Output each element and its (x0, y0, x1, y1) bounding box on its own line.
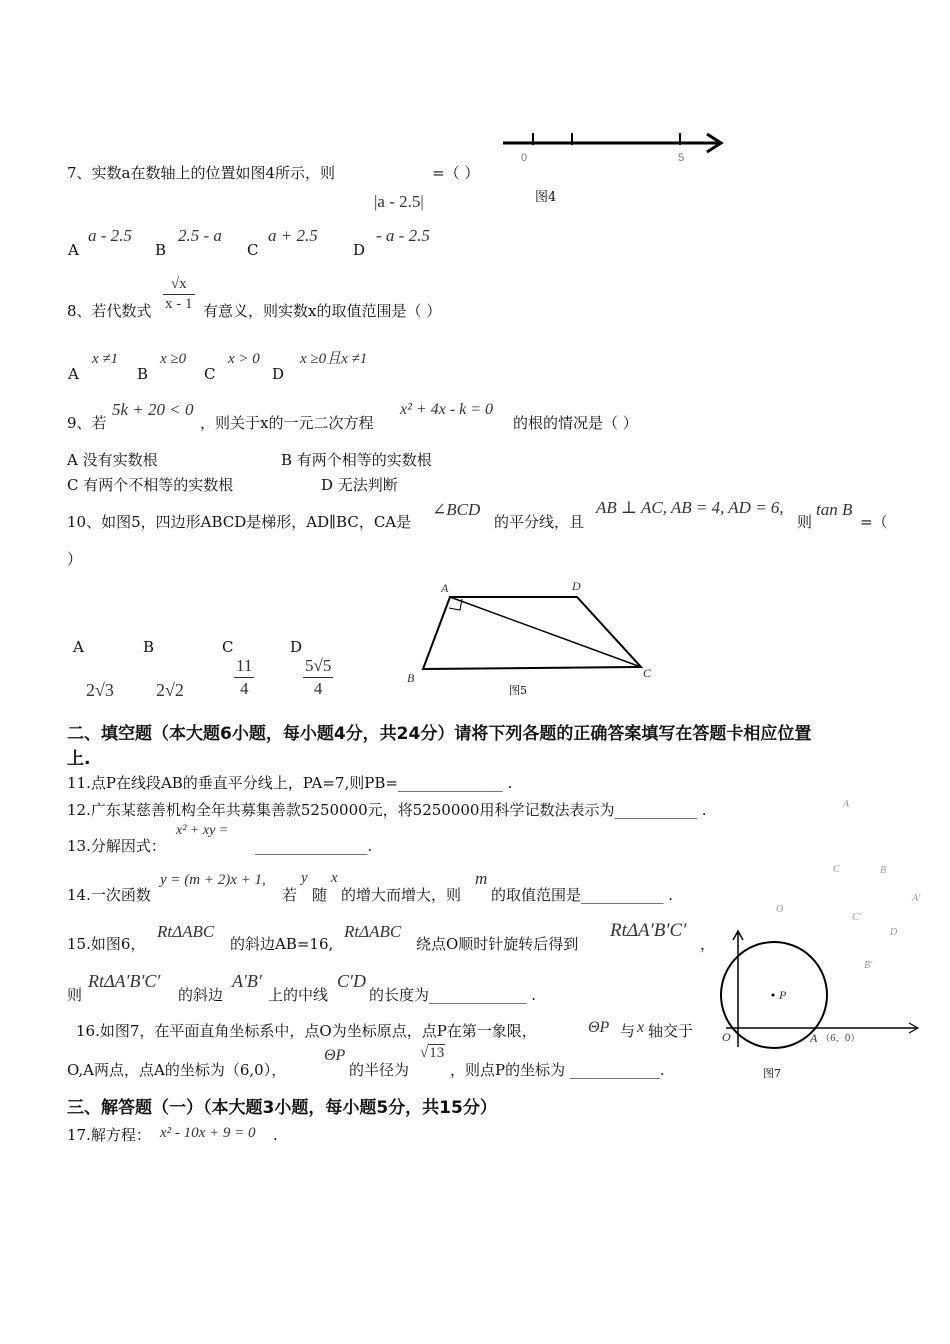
q8-option-b-letter: B (137, 365, 149, 383)
q10-option-c-letter: C (222, 638, 234, 656)
q16-circle2: ΘP (324, 1047, 346, 1064)
q8-option-a: x ≠1 (92, 351, 119, 367)
q16-tail1: 轴交于 (648, 1022, 694, 1040)
fig7-p-label: P (779, 988, 787, 1002)
q9-tail: 的根的情况是（ ） (513, 414, 638, 432)
figure-5-label: 图5 (509, 684, 527, 697)
q13-text: 13.分解因式： (67, 837, 166, 855)
q15-rt4: RtΔA′B′C′ (88, 971, 161, 991)
q11-text: 11.点P在线段AB的垂直平分线上，PA=7,则PB=______________ . (67, 774, 513, 792)
q7-text: 7、实数a在数轴上的位置如图4所示，则 (67, 164, 336, 182)
q8-frac-den: x - 1 (165, 296, 193, 312)
q10-close-paren: ） (67, 550, 83, 568)
q15-text: 15.如图6， (67, 935, 146, 953)
q10-angle: ∠BCD (432, 500, 481, 519)
q15-cd: C′D (337, 971, 366, 991)
figure-7-label: 图7 (763, 1067, 781, 1080)
q13-blank: _______________. (255, 837, 373, 855)
q15-tail: 的长度为_____________ . (369, 986, 537, 1004)
q9-option-c: C 有两个不相等的实数根 (67, 476, 234, 494)
q14-ruo: 若 (282, 886, 298, 904)
q10-text: 10、如图5，四边形ABCD是梯形，AD∥BC，CA是 (67, 513, 412, 531)
figure-4-label: 图4 (535, 190, 557, 205)
q14-sui: 随 (312, 886, 328, 904)
fig7-origin-label: O (722, 1030, 731, 1044)
q10-option-d (303, 656, 333, 699)
q10-option-a: 2√3 (86, 680, 114, 700)
q7-option-a: a - 2.5 (88, 226, 132, 245)
q10-tan: tan B (816, 500, 853, 519)
q8-option-a-letter: A (68, 365, 79, 383)
q10-option-b: 2√2 (156, 680, 184, 700)
q15-mid3: 的斜边 (178, 986, 224, 1004)
figure-4-number-line (495, 125, 735, 175)
q15-mid2: 绕点O顺时针旋转后得到 (416, 935, 579, 953)
fig5-vertex-a: A (441, 581, 449, 595)
q16-x: x (637, 1019, 645, 1036)
q15-mid1: 的斜边AB=16, (230, 935, 334, 953)
q9-equation: x² + 4x - k = 0 (400, 401, 494, 418)
q16-text: 16.如图7，在平面直角坐标系中，点O为坐标原点，点P在第一象限， (76, 1022, 537, 1040)
fig7-a-label: A (810, 1031, 818, 1045)
q8-option-c-letter: C (204, 365, 216, 383)
q15-rt2: RtΔABC (344, 922, 402, 941)
section-2-heading-cont: 上. (67, 749, 91, 769)
q8-frac-num: √x (170, 276, 187, 292)
q16-sqrt-value: 13 (429, 1045, 445, 1061)
q8-option-b: x ≥0 (160, 351, 187, 367)
q9-condition: 5k + 20 < 0 (112, 400, 194, 419)
q10-option-d-den: 4 (303, 677, 333, 699)
q8-fraction (163, 276, 195, 313)
q10-option-a-letter: A (73, 638, 84, 656)
q10-option-c-num: 11 (236, 656, 253, 675)
q10-option-d-num: 5√5 (305, 656, 332, 675)
q17-text: 17.解方程： (67, 1126, 151, 1144)
q14-x: x (331, 870, 338, 886)
fig6-label-b: B (880, 865, 887, 876)
q10-option-b-letter: B (143, 638, 155, 656)
q14-text: 14.一次函数 (67, 886, 151, 904)
q16-circle: ΘP (588, 1019, 610, 1036)
fig6-label-b-prime: B′ (864, 960, 873, 971)
q7-option-c-letter: C (247, 241, 259, 259)
q8-option-d-letter: D (272, 365, 285, 383)
q12-text: 12.广东某慈善机构全年共募集善款5250000元，将5250000用科学记数法表示为___________ . (67, 801, 707, 819)
q15-ze: 则 (67, 986, 83, 1004)
q7-option-c: a + 2.5 (268, 226, 318, 245)
q9-option-a: A 没有实数根 (67, 451, 158, 469)
q7-expression: |a - 2.5| (374, 192, 424, 211)
q7-option-b: 2.5 - a (178, 226, 222, 245)
q15-comma: ， (700, 935, 716, 953)
q13-expression: x² + xy = (176, 823, 229, 838)
q14-tail: 的取值范围是___________ . (491, 886, 674, 904)
axis-label-zero: 0 (521, 152, 528, 164)
fig7-a-coord: （6，0） (821, 1034, 860, 1044)
q8-option-d: x ≥0且x ≠1 (300, 351, 368, 367)
q14-m: m (475, 869, 488, 888)
q10-option-c (234, 656, 254, 699)
q7-option-b-letter: B (155, 241, 167, 259)
fig6-label-c: C (833, 864, 840, 875)
section-2-heading: 二、填空题（本大题6小题，每小题4分，共24分）请将下列各题的正确答案填写在答题卡相应位置 (67, 724, 812, 744)
q15-rt3: RtΔA′B′C′ (610, 920, 687, 941)
q15-mid4: 上的中线 (268, 986, 329, 1004)
q17-dot: . (273, 1126, 278, 1144)
q7-option-a-letter: A (68, 241, 79, 259)
q15-ab: A′B′ (232, 971, 262, 991)
q7-tail: =（ ） (432, 164, 480, 182)
q10-option-c-den: 4 (234, 677, 254, 699)
fig5-vertex-c: C (643, 666, 652, 680)
q14-y: y (301, 870, 308, 886)
fig5-vertex-b: B (407, 671, 415, 685)
axis-label-five: 5 (678, 152, 685, 164)
q8-tail: 有意义，则实数x的取值范围是（ ） (203, 302, 442, 320)
q9-option-d: D 无法判断 (321, 476, 398, 494)
q8-text: 8、若代数式 (67, 302, 152, 320)
fig5-vertex-d: D (572, 579, 581, 593)
q10-then: 则 (797, 513, 813, 531)
fig6-label-d: D (890, 927, 898, 938)
q9-option-b: B 有两个相等的实数根 (281, 451, 432, 469)
q16-sqrt: √13 (420, 1045, 445, 1061)
q16-tail2: ，则点P的坐标为 ____________. (450, 1061, 665, 1079)
q7-option-d: - a - 2.5 (376, 226, 430, 245)
q10-option-d-letter: D (290, 638, 303, 656)
q16-mid: 的半径为 (349, 1061, 410, 1079)
q14-expression: y = (m + 2)x + 1, (160, 872, 266, 888)
fig6-label-a-prime: A′ (912, 893, 921, 904)
section-3-heading: 三、解答题（一）（本大题3小题，每小题5分，共15分） (67, 1098, 497, 1118)
q8-option-c: x > 0 (228, 351, 260, 367)
q14-mid: 的增大而增大，则 (341, 886, 462, 904)
q9-prefix: 9、若 (67, 414, 107, 432)
q10-mid: 的平分线，且 (494, 513, 585, 531)
q16-yu: 与 (620, 1022, 636, 1040)
q16-line2: O,A两点，点A的坐标为（6,0）， (67, 1061, 287, 1079)
q10-condition: AB ⊥ AC, AB = 4, AD = 6, (596, 498, 784, 517)
q10-tail: =（ (860, 513, 888, 531)
q17-equation: x² - 10x + 9 = 0 (160, 1125, 256, 1141)
q15-rt1: RtΔABC (157, 922, 215, 941)
q9-mid: ，则关于x的一元二次方程 (200, 414, 374, 432)
fig6-label-o: O (776, 904, 784, 915)
fig6-label-c-prime: C′ (852, 912, 861, 923)
fig6-label-a: A (843, 799, 850, 810)
q7-option-d-letter: D (353, 241, 366, 259)
